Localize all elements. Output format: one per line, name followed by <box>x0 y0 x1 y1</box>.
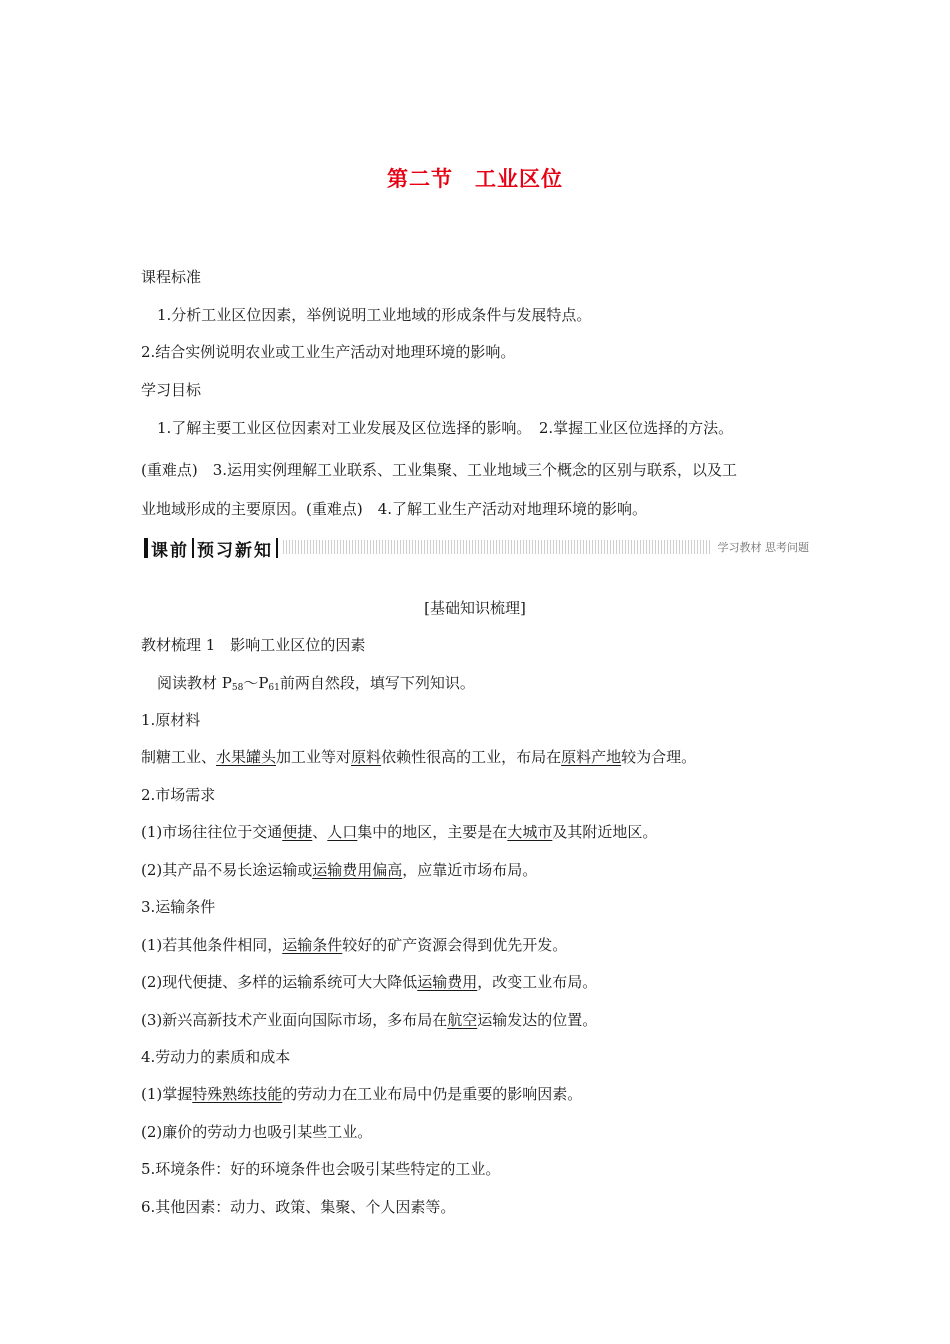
section-name: 工业区位 <box>475 167 563 191</box>
factor-2-heading: 2.市场需求 <box>141 786 216 804</box>
standards-item-1: 1.分析工业区位因素，举例说明工业地域的形成条件与发展特点。 <box>157 306 592 324</box>
factor-2-item-2: (2)其产品不易长途运输或运输费用偏高，应靠近市场布局。 <box>141 861 538 879</box>
goals-line-1: 1.了解主要工业区位因素对工业发展及区位选择的影响。 2.掌握工业区位选择的方法。 <box>157 419 734 437</box>
goals-line-3: 业地域形成的主要原因。(重难点) 4.了解工业生产活动对地理环境的影响。 <box>141 500 648 518</box>
standards-item-2: 2.结合实例说明农业或工业生产活动对地理环境的影响。 <box>141 343 516 361</box>
banner-bar-icon <box>144 538 148 558</box>
banner-label-2: 预习新知 <box>197 540 273 561</box>
banner-label-1: 课前 <box>151 540 189 561</box>
goals-heading: 学习目标 <box>141 381 202 399</box>
factor-5: 5.环境条件：好的环境条件也会吸引某些特定的工业。 <box>141 1160 501 1178</box>
topic-heading: 教材梳理 1 影响工业区位的因素 <box>141 636 366 654</box>
factor-3-item-1: (1)若其他条件相同，运输条件较好的矿产资源会得到优先开发。 <box>141 936 568 954</box>
factor-6: 6.其他因素：动力、政策、集聚、个人因素等。 <box>141 1198 456 1216</box>
section-number: 第二节 <box>387 167 453 191</box>
banner-subtitle: 学习教材 思考问题 <box>712 539 810 557</box>
goals-line-2: (重难点) 3.运用实例理解工业联系、工业集聚、工业地域三个概念的区别与联系，以及工 <box>141 461 738 479</box>
page-title <box>0 163 950 193</box>
banner-divider-icon <box>192 538 194 558</box>
factor-2-item-1: (1)市场往往位于交通便捷、人口集中的地区，主要是在大城市及其附近地区。 <box>141 823 658 841</box>
factor-4-heading: 4.劳动力的素质和成本 <box>141 1048 291 1066</box>
factor-4-item-1: (1)掌握特殊熟练技能的劳动力在工业布局中仍是重要的影响因素。 <box>141 1085 583 1103</box>
factor-3-item-2: (2)现代便捷、多样的运输系统可大大降低运输费用，改变工业布局。 <box>141 973 598 991</box>
factor-1-heading: 1.原材料 <box>141 711 201 729</box>
factor-1-text: 制糖工业、水果罐头加工业等对原料依赖性很高的工业，布局在原料产地较为合理。 <box>141 748 697 766</box>
factor-3-item-3: (3)新兴高新技术产业面向国际市场，多布局在航空运输发达的位置。 <box>141 1011 598 1029</box>
standards-heading: 课程标准 <box>141 268 202 286</box>
section-banner <box>141 536 811 560</box>
knowledge-heading: [基础知识梳理] <box>424 599 526 617</box>
reading-instruction: 阅读教材 $P_{58}\sim P_{61}$前两自然段，填写下列知识。 <box>157 674 475 693</box>
factor-4-item-2: (2)廉价的劳动力也吸引某些工业。 <box>141 1123 373 1141</box>
banner-label <box>141 537 281 559</box>
factor-3-heading: 3.运输条件 <box>141 898 216 916</box>
banner-divider-icon <box>276 538 278 558</box>
